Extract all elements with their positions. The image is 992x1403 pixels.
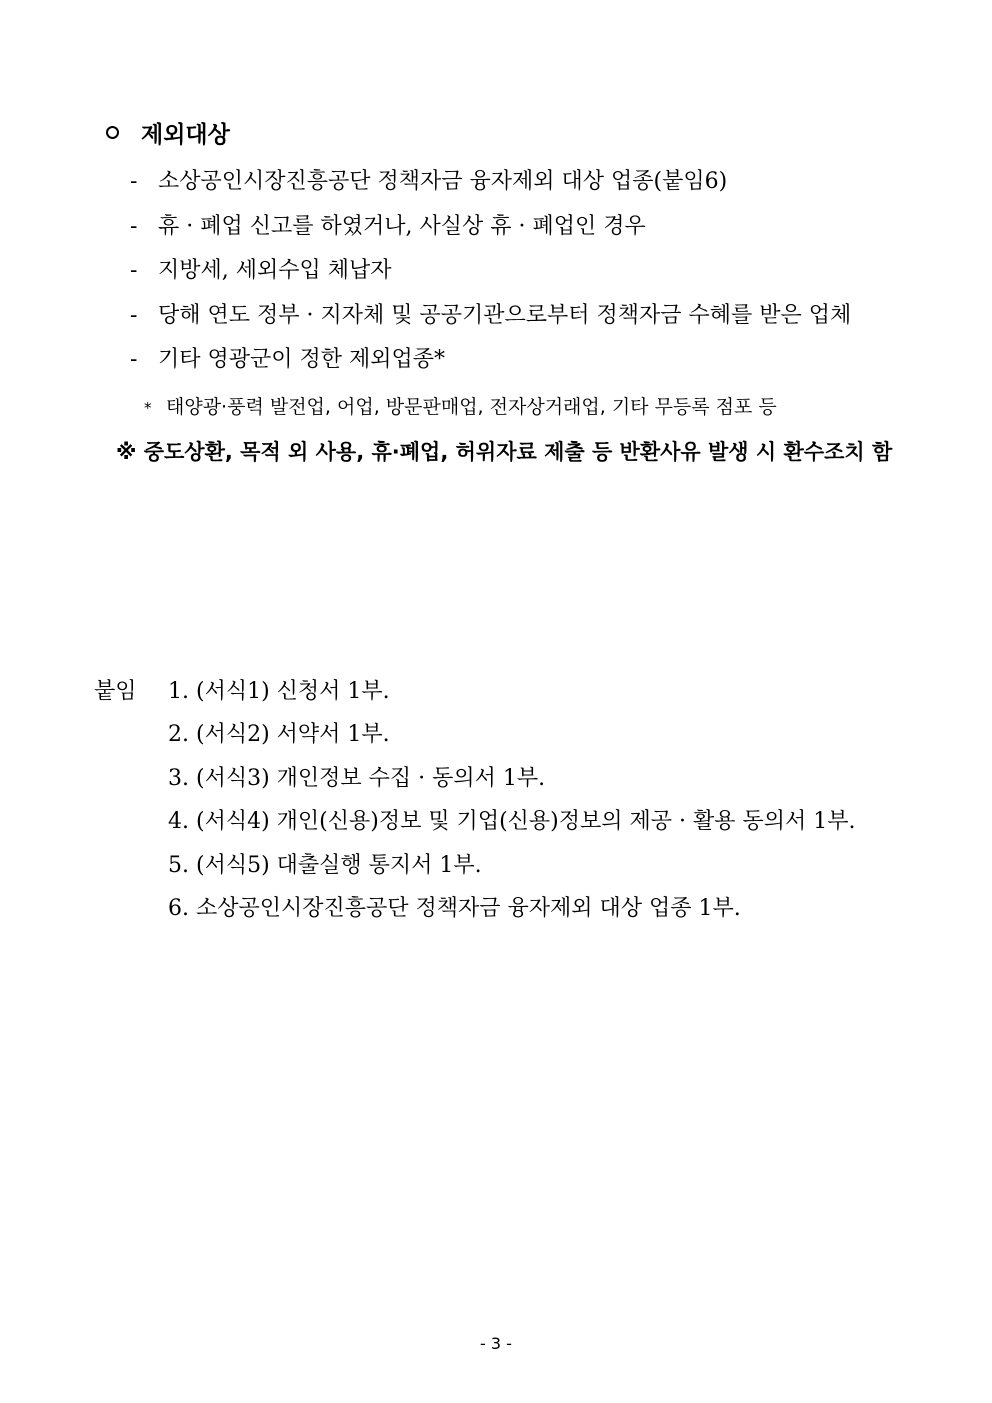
footnote-text: 태양광·풍력 발전업, 어업, 방문판매업, 전자상거래업, 기타 무등록 점포 등 (166, 396, 777, 418)
list-item-text: 지방세, 세외수입 체납자 (158, 258, 392, 283)
attachment-item: 4. (서식4) 개인(신용)정보 및 기업(신용)정보의 제공 · 활용 동의서 1부. (168, 809, 856, 835)
list-item (130, 160, 851, 205)
footnote-mark: * (144, 399, 152, 417)
list-item (130, 249, 851, 294)
attachments-label: 붙임 (94, 679, 137, 704)
attachment-item: 1. (서식1) 신청서 1부. (168, 679, 390, 704)
dash-bullet: - (130, 213, 138, 239)
attachment-item: 5. (서식5) 대출실행 통지서 1부. (168, 852, 482, 878)
list-item (130, 294, 851, 339)
attachment-item: 6. 소상공인시장진흥공단 정책자금 융자제외 대상 업종 1부. (168, 895, 741, 921)
exclusion-list (130, 160, 851, 383)
section-heading (106, 112, 230, 152)
dash-bullet: - (130, 169, 138, 194)
section-title: 제외대상 (141, 120, 230, 148)
list-item-text: 소상공인시장진흥공단 정책자금 융자제외 대상 업종(붙임6) (158, 169, 728, 194)
dash-bullet: - (130, 302, 138, 328)
attachments-list (168, 670, 855, 930)
list-item-text: 당해 연도 정부 · 지자체 및 공공기관으로부터 정책자금 수혜를 받은 업체 (158, 302, 852, 328)
footnote (144, 390, 777, 424)
list-item (130, 205, 851, 250)
list-item (130, 338, 851, 383)
list-item-text: 기타 영광군이 정한 제외업종* (158, 347, 446, 372)
refund-warning: ※ 중도상환, 목적 외 사용, 휴·폐업, 허위자료 제출 등 반환사유 발생 시 환수조치 함 (116, 440, 893, 464)
circle-bullet-icon (106, 126, 119, 139)
dash-bullet: - (130, 258, 138, 283)
attachment-item: 3. (서식3) 개인정보 수집 · 동의서 1부. (168, 765, 546, 791)
page-number: - 3 - (480, 1334, 512, 1353)
attachment-item: 2. (서식2) 서약서 1부. (168, 722, 390, 748)
dash-bullet: - (130, 347, 138, 372)
list-item-text: 휴 · 폐업 신고를 하였거나, 사실상 휴 · 폐업인 경우 (158, 213, 646, 239)
